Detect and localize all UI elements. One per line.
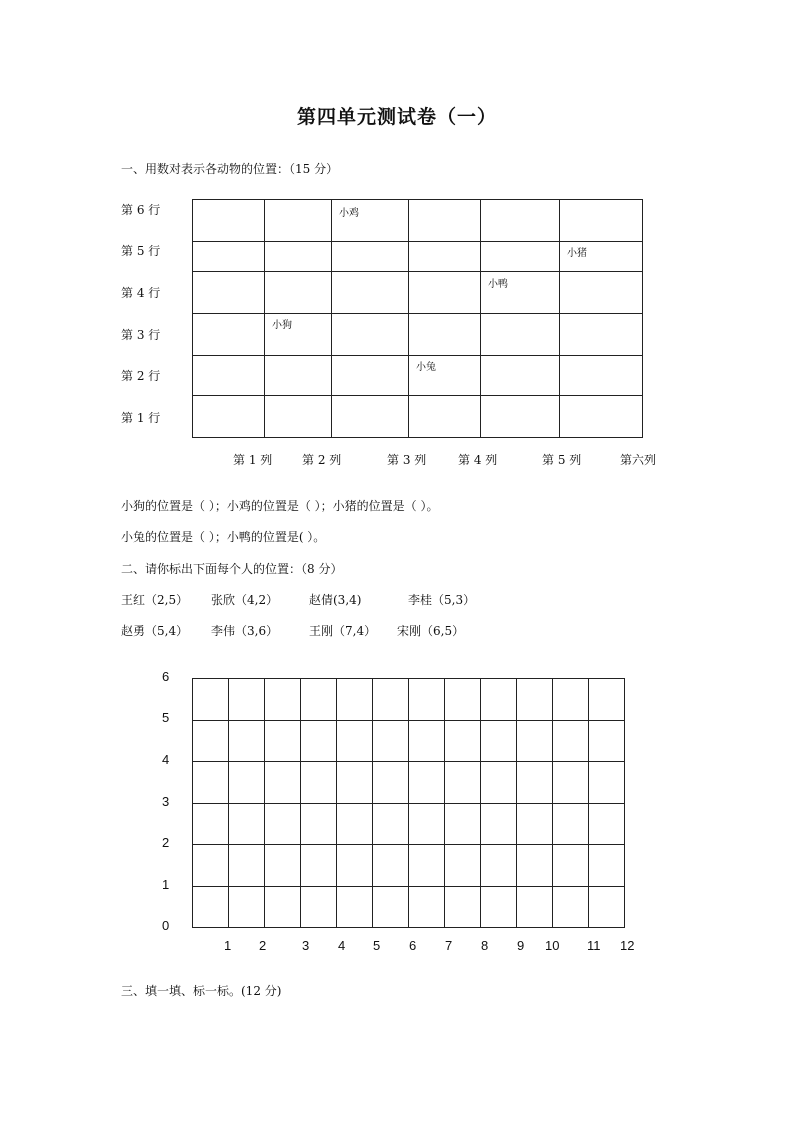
x-tick-5: 5: [373, 938, 381, 953]
y-tick-3: 3: [162, 794, 170, 809]
person-zhao-yong: 赵勇（5,4）: [121, 624, 189, 638]
question-line-1: 小狗的位置是（ ）；小鸡的位置是（ ）；小猪的位置是（ ）。: [121, 499, 439, 513]
x-tick-11: 11: [587, 938, 601, 953]
section3-heading: 三、填一填、标一标。(12 分): [121, 984, 282, 998]
person-wang-hong: 王红（2,5）: [121, 593, 189, 607]
x-tick-12: 12: [620, 938, 635, 953]
cell-duck: 小鸭: [488, 279, 508, 290]
row-label-4: 第 4 行: [121, 286, 161, 300]
col-label-1: 第 1 列: [233, 453, 273, 467]
col-label-3: 第 3 列: [387, 453, 427, 467]
section2-heading: 二、请你标出下面每个人的位置：（8 分）: [121, 562, 343, 576]
y-tick-6: 6: [162, 669, 170, 684]
x-tick-2: 2: [259, 938, 267, 953]
x-tick-10: 10: [545, 938, 560, 953]
cell-chicken: 小鸡: [339, 208, 359, 219]
page-title: 第四单元测试卷（一）: [296, 106, 497, 128]
x-tick-9: 9: [517, 938, 525, 953]
person-zhao-qian: 赵倩(3,4): [309, 593, 362, 607]
person-li-gui: 李桂（5,3）: [408, 593, 476, 607]
question-line-2: 小兔的位置是（ ）；小鸭的位置是( ）。: [121, 530, 326, 544]
cell-dog: 小狗: [272, 320, 292, 331]
person-li-wei: 李伟（3,6）: [211, 624, 279, 638]
x-tick-6: 6: [409, 938, 417, 953]
row-label-1: 第 1 行: [121, 411, 161, 425]
col-label-2: 第 2 列: [302, 453, 342, 467]
cell-rabbit: 小兔: [416, 362, 436, 373]
y-tick-2: 2: [162, 835, 170, 850]
x-tick-4: 4: [338, 938, 346, 953]
person-wang-gang: 王刚（7,4）: [309, 624, 377, 638]
y-tick-1: 1: [162, 877, 170, 892]
x-tick-8: 8: [481, 938, 489, 953]
animal-grid-border: [193, 200, 643, 438]
y-tick-0: 0: [162, 918, 170, 933]
cell-pig: 小猪: [567, 248, 587, 259]
x-tick-1: 1: [224, 938, 232, 953]
y-tick-4: 4: [162, 752, 170, 767]
col-label-4: 第 4 列: [458, 453, 498, 467]
x-tick-7: 7: [445, 938, 453, 953]
row-label-5: 第 5 行: [121, 244, 161, 258]
y-tick-5: 5: [162, 710, 170, 725]
coordinate-grid: [193, 679, 625, 928]
person-song-gang: 宋刚（6,5）: [397, 624, 465, 638]
x-tick-3: 3: [302, 938, 310, 953]
row-label-6: 第 6 行: [121, 203, 161, 217]
row-label-2: 第 2 行: [121, 369, 161, 383]
person-zhang-xin: 张欣（4,2）: [211, 593, 279, 607]
section1-heading: 一、用数对表示各动物的位置：（15 分）: [121, 162, 339, 176]
col-label-6: 第六列: [620, 453, 657, 467]
col-label-5: 第 5 列: [542, 453, 582, 467]
row-label-3: 第 3 行: [121, 328, 161, 342]
